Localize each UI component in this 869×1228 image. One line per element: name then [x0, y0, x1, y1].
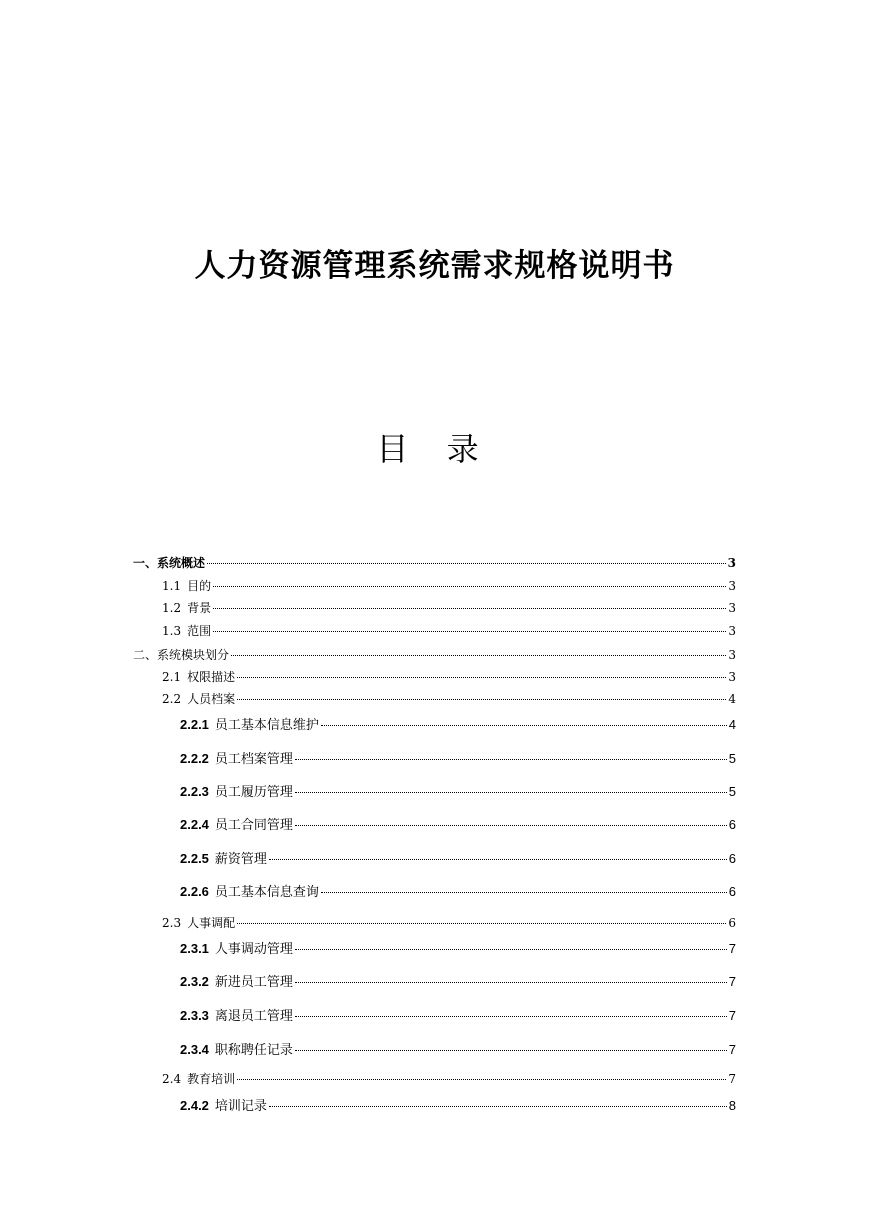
toc-entry[interactable]	[162, 914, 736, 931]
toc-entry-page-number: 7	[728, 1072, 736, 1086]
toc-entry[interactable]	[162, 599, 736, 616]
toc-entry-label: 职称聘任记录	[214, 1043, 293, 1058]
toc-entry-page-number: 3	[728, 670, 736, 684]
toc-entry-label: 新进员工管理	[214, 975, 293, 990]
toc-entry[interactable]	[133, 646, 736, 663]
toc-entry-number: 2.3.4	[180, 1042, 209, 1057]
toc-entry-number: 2.2.3	[180, 784, 209, 799]
toc-entry-number: 2.3.2	[180, 974, 209, 989]
toc-entry-page-number: 7	[728, 974, 736, 989]
toc-entry-page-number: 5	[728, 751, 736, 766]
toc-dot-leader	[295, 825, 727, 826]
toc-entry-page-number: 6	[728, 916, 736, 930]
toc-entry-number: 1.1	[162, 579, 182, 593]
toc-entry[interactable]	[180, 1039, 736, 1058]
toc-entry-page-number: 3	[728, 648, 736, 662]
toc-entry-number: 2.3.1	[180, 941, 209, 956]
toc-entry-number: 2.3	[162, 916, 182, 930]
toc-entry-page-number: 8	[728, 1098, 736, 1113]
toc-entry-number: 1.2	[162, 601, 182, 615]
toc-entry[interactable]	[133, 554, 736, 571]
toc-entry-label: 离退员工管理	[214, 1009, 293, 1024]
toc-entry[interactable]	[162, 622, 736, 639]
toc-entry-number: 2.4	[162, 1072, 182, 1086]
toc-entry-label: 目的	[187, 579, 212, 593]
toc-entry-number: 2.2.5	[180, 851, 209, 866]
toc-entry-page-number: 7	[728, 1042, 736, 1057]
document-title: 人力资源管理系统需求规格说明书	[194, 248, 675, 284]
toc-dot-leader	[269, 859, 727, 860]
toc-entry-page-number: 4	[728, 717, 736, 732]
toc-entry-label: 教育培训	[187, 1072, 236, 1086]
toc-entry-number: 2.2.4	[180, 817, 209, 832]
toc-dot-leader	[295, 759, 727, 760]
toc-entry-label: 人事调配	[187, 916, 236, 930]
toc-entry-number: 2.2.6	[180, 884, 209, 899]
toc-entry-page-number: 3	[728, 601, 736, 615]
toc-dot-leader	[295, 982, 727, 983]
toc-entry-label: 员工基本信息维护	[214, 718, 319, 733]
toc-entry-number: 1.3	[162, 624, 182, 638]
toc-dot-leader	[295, 1050, 727, 1051]
toc-entry[interactable]	[180, 1005, 736, 1024]
toc-entry-label: 员工履历管理	[214, 785, 293, 800]
toc-entry-page-number: 3	[728, 579, 736, 593]
toc-entry-label: 一、系统概述	[133, 556, 206, 570]
toc-entry[interactable]	[162, 1070, 736, 1087]
toc-entry-label: 背景	[187, 601, 212, 615]
toc-entry[interactable]	[162, 577, 736, 594]
toc-entry-number: 2.2.2	[180, 751, 209, 766]
toc-entry[interactable]	[180, 748, 736, 767]
toc-dot-leader	[295, 792, 727, 793]
toc-entry-label: 员工基本信息查询	[214, 885, 319, 900]
toc-entry-number: 2.2	[162, 692, 182, 706]
toc-entry[interactable]	[180, 881, 736, 900]
toc-entry[interactable]	[162, 668, 736, 685]
toc-heading: 目 录	[376, 430, 493, 468]
toc-dot-leader	[237, 923, 726, 924]
toc-entry-number: 2.1	[162, 670, 182, 684]
toc-entry-label: 人事调动管理	[214, 942, 293, 957]
toc-entry-page-number: 7	[728, 1008, 736, 1023]
toc-entry-label: 权限描述	[187, 670, 236, 684]
toc-entry[interactable]	[180, 971, 736, 990]
toc-entry-page-number: 3	[727, 556, 736, 570]
toc-entry-label: 范围	[187, 624, 212, 638]
toc-entry-label: 员工合同管理	[214, 818, 293, 833]
toc-entry-page-number: 4	[728, 692, 736, 706]
toc-dot-leader	[231, 655, 726, 656]
toc-entry-page-number: 3	[728, 624, 736, 638]
toc-entry[interactable]	[180, 814, 736, 833]
toc-entry-page-number: 6	[728, 884, 736, 899]
toc-entry-number: 2.3.3	[180, 1008, 209, 1023]
toc-dot-leader	[321, 725, 727, 726]
toc-entry[interactable]	[180, 848, 736, 867]
toc-entry-label: 二、系统模块划分	[133, 648, 230, 662]
toc-dot-leader	[295, 1016, 727, 1017]
toc-entry[interactable]	[180, 714, 736, 733]
toc-dot-leader	[207, 563, 726, 564]
toc-entry-label: 员工档案管理	[214, 752, 293, 767]
toc-entry[interactable]	[180, 938, 736, 957]
toc-entry-label: 薪资管理	[214, 852, 267, 867]
toc-entry-page-number: 6	[728, 817, 736, 832]
toc-dot-leader	[237, 1079, 726, 1080]
toc-dot-leader	[321, 892, 727, 893]
toc-dot-leader	[213, 631, 726, 632]
toc-entry[interactable]	[180, 1095, 736, 1114]
toc-entry-number: 2.4.2	[180, 1098, 209, 1113]
toc-entry-page-number: 6	[728, 851, 736, 866]
toc-entry-number: 2.2.1	[180, 717, 209, 732]
toc-entry-label: 人员档案	[187, 692, 236, 706]
toc-entry-label: 培训记录	[214, 1099, 267, 1114]
toc-dot-leader	[213, 608, 726, 609]
toc-dot-leader	[237, 699, 726, 700]
toc-dot-leader	[237, 677, 726, 678]
toc-dot-leader	[269, 1106, 727, 1107]
toc-entry-page-number: 7	[728, 941, 736, 956]
toc-entry[interactable]	[162, 690, 736, 707]
toc-dot-leader	[213, 586, 726, 587]
toc-entry[interactable]	[180, 781, 736, 800]
toc-entry-page-number: 5	[728, 784, 736, 799]
toc-dot-leader	[295, 949, 727, 950]
